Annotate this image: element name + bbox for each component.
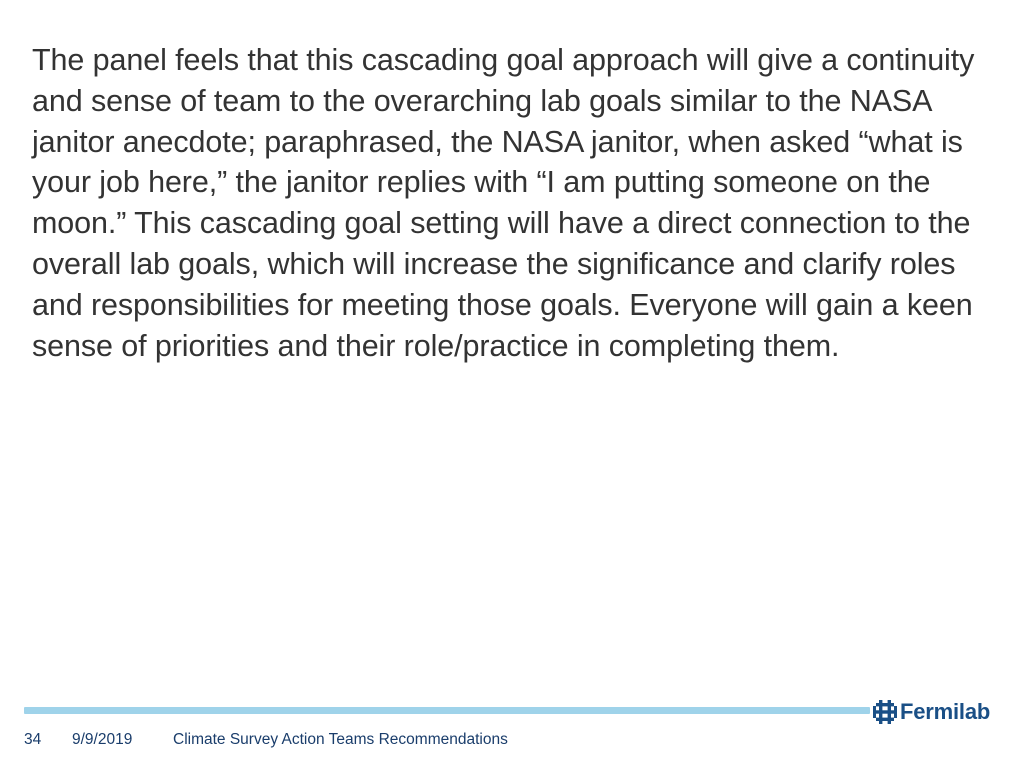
fermilab-logo-text: Fermilab [900,699,991,724]
fermilab-logo [873,698,990,726]
slide-body-text: The panel feels that this cascading goal approach will give a continuity and sense of team to the overarching lab goals similar to the NASA janitor anecdote; paraphrased, the NASA janitor, when asked “what is your job here,” the janitor replies with “I am putting someone on the moon.” This cascading goal setting will have a direct connection to the overall lab goals, which will increase the significance and clarify roles and responsibilities for meeting those goals. Everyone will gain a keen sense of priorities and their role/practice in completing them. [32,43,975,363]
slide-date: 9/9/2019 [72,731,133,748]
fermilab-logo-icon [873,700,897,724]
footer-title: Climate Survey Action Teams Recommendations [173,731,508,748]
page-number: 34 [24,731,42,748]
footer-divider-bar [24,707,870,714]
